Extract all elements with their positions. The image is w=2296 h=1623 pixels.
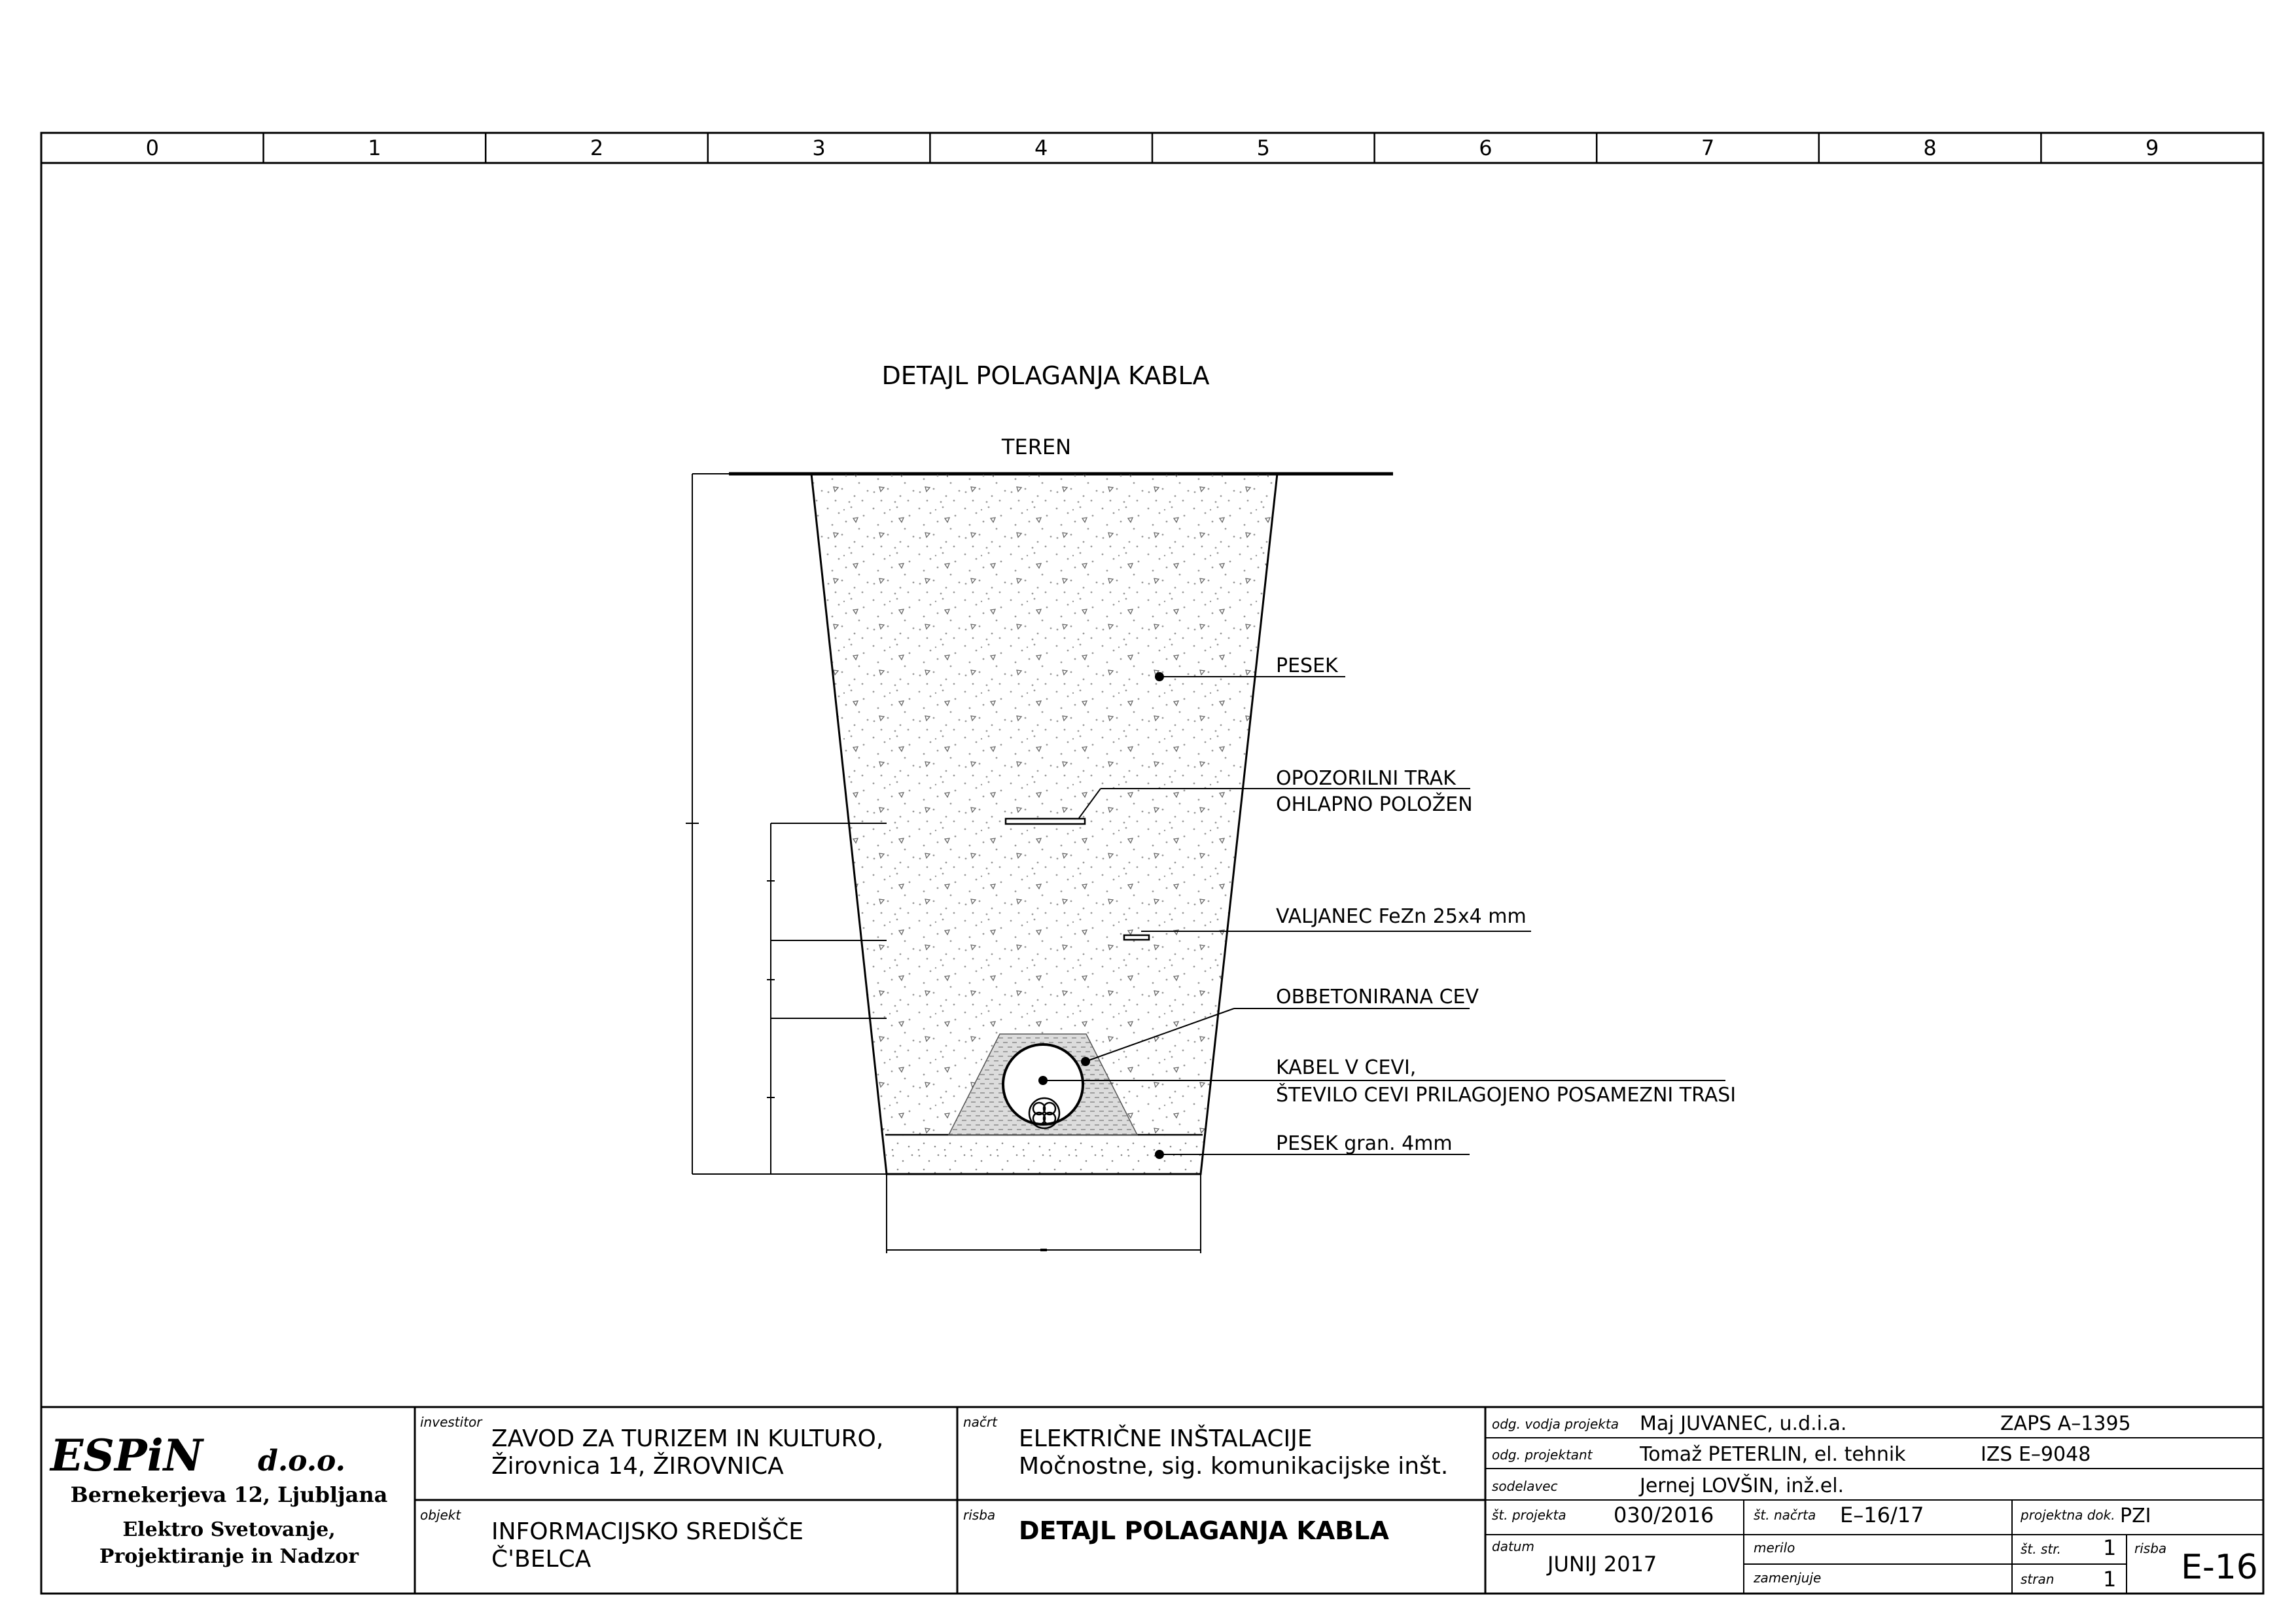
grid-column-number: 6	[1479, 135, 1492, 160]
label-pesek: PESEK	[1276, 654, 1338, 677]
stran: 1	[2103, 1567, 2117, 1592]
nacrt-subtitle: Močnostne, sig. komunikacijske inšt.	[1019, 1453, 1449, 1480]
investitor-label: investitor	[420, 1414, 482, 1430]
company-activity-2: Projektiranje in Nadzor	[99, 1545, 359, 1568]
grid-column-number: 1	[368, 135, 381, 160]
risba-number: E-16	[2181, 1548, 2258, 1587]
warning-tape	[1006, 819, 1085, 824]
teren-label: TEREN	[1001, 435, 1072, 459]
investitor-name: ZAVOD ZA TURIZEM IN KULTURO,	[491, 1425, 884, 1452]
projektna-dok-label: projektna dok.	[2021, 1507, 2115, 1523]
grid-column-number: 9	[2146, 135, 2159, 160]
objekt-name-2: Č'BELCA	[491, 1546, 592, 1573]
st-str-label: št. str.	[2021, 1541, 2061, 1557]
label-stevilo-cevi: ŠTEVILO CEVI PRILAGOJENO POSAMEZNI TRASI	[1276, 1084, 1737, 1107]
label-opozorilni-trak: OPOZORILNI TRAK	[1276, 767, 1456, 790]
label-pesek-gran: PESEK gran. 4mm	[1276, 1132, 1453, 1155]
vodja-name: Maj JUVANEC, u.d.i.a.	[1640, 1412, 1847, 1435]
grid-dividers	[264, 133, 2041, 163]
grid-column-number: 8	[1923, 135, 1937, 160]
label-kabel-v-cevi: KABEL V CEVI,	[1276, 1056, 1417, 1079]
risba-no-label: risba	[2134, 1541, 2167, 1556]
label-valjanec: VALJANEC FeZn 25x4 mm	[1276, 905, 1527, 928]
st-str: 1	[2103, 1535, 2117, 1560]
grid-column-number: 4	[1034, 135, 1048, 160]
grid-column-number: 0	[145, 135, 159, 160]
nacrt-label: načrt	[963, 1414, 997, 1430]
sodelavec-name: Jernej LOVŠIN, inž.el.	[1640, 1474, 1845, 1497]
merilo-label: merilo	[1754, 1540, 1795, 1556]
sodelavec-label: sodelavec	[1492, 1478, 1558, 1494]
objekt-label: objekt	[420, 1507, 461, 1523]
projektant-label: odg. projektant	[1492, 1447, 1593, 1463]
investitor-address: Žirovnica 14, ŽIROVNICA	[491, 1453, 784, 1480]
risba-title: DETAJL POLAGANJA KABLA	[1019, 1516, 1389, 1545]
grid-column-number: 2	[590, 135, 604, 160]
projektna-dok: PZI	[2120, 1505, 2151, 1527]
datum: JUNIJ 2017	[1547, 1552, 1657, 1577]
objekt-name: INFORMACIJSKO SREDIŠČE	[491, 1518, 804, 1545]
st-projekta: 030/2016	[1614, 1503, 1714, 1527]
vodja-label: odg. vodja projekta	[1492, 1416, 1619, 1432]
grid-column-number: 3	[812, 135, 826, 160]
datum-label: datum	[1492, 1539, 1534, 1554]
risba-label: risba	[963, 1507, 996, 1523]
company-suffix: d.o.o.	[258, 1444, 345, 1478]
grid-column-number: 5	[1256, 135, 1270, 160]
projektant-name: Tomaž PETERLIN, el. tehnik	[1640, 1443, 1906, 1466]
company-name: ESPiN	[50, 1430, 203, 1481]
st-nacrta: E–16/17	[1840, 1503, 1924, 1527]
company-activity-1: Elektro Svetovanje,	[122, 1518, 336, 1541]
label-ohlapno-polozen: OHLAPNO POLOŽEN	[1276, 793, 1473, 816]
label-obbetonirana-cev: OBBETONIRANA CEV	[1276, 986, 1479, 1008]
st-projekta-label: št. projekta	[1492, 1507, 1566, 1523]
vodja-reg: ZAPS A–1395	[2000, 1412, 2131, 1435]
flat-bar	[1124, 935, 1149, 940]
projektant-reg: IZS E–9048	[1981, 1443, 2091, 1466]
company-address: Bernekerjeva 12, Ljubljana	[70, 1482, 388, 1507]
stran-label: stran	[2021, 1571, 2055, 1587]
nacrt-title: ELEKTRIČNE INŠTALACIJE	[1019, 1425, 1313, 1452]
drawing-title: DETAJL POLAGANJA KABLA	[881, 361, 1210, 390]
grid-column-number: 7	[1701, 135, 1715, 160]
zamenjuje-label: zamenjuje	[1754, 1570, 1822, 1586]
st-nacrta-label: št. načrta	[1754, 1507, 1816, 1523]
